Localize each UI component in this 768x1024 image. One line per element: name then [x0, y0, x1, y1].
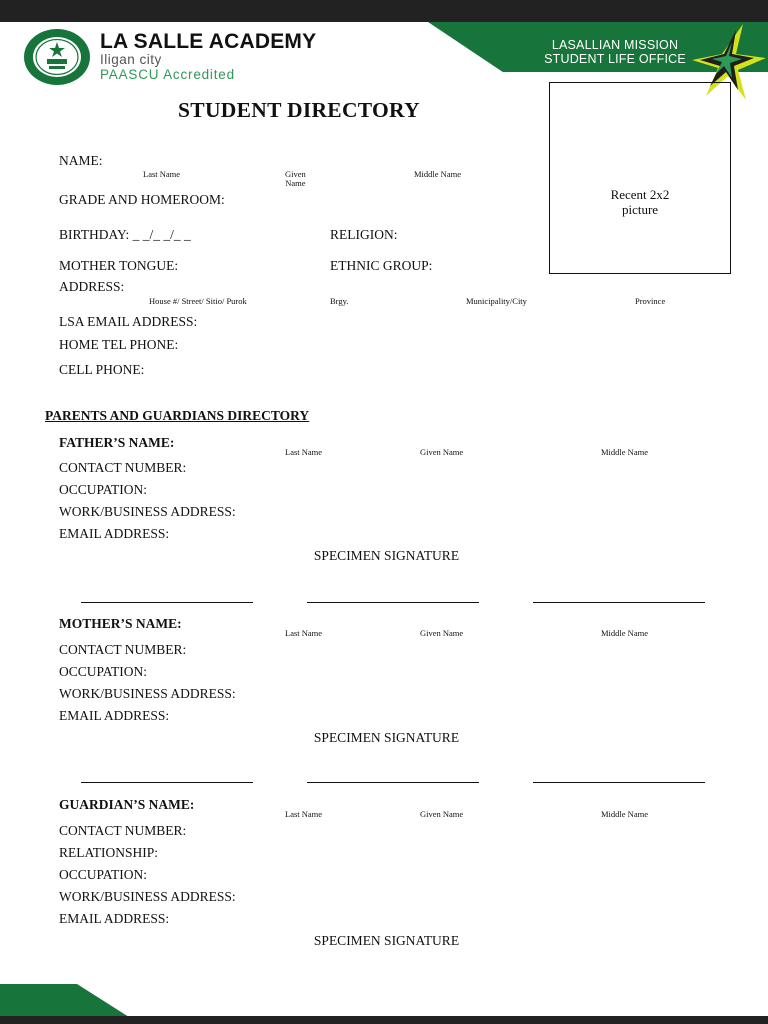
father-email-label: EMAIL ADDRESS: — [59, 526, 170, 541]
guardian-contact-label: CONTACT NUMBER: — [59, 823, 187, 838]
father-given-name-sub: Given Name — [420, 447, 464, 457]
father-occupation-label: OCCUPATION: — [59, 482, 148, 497]
mother-middle-name-sub: Middle Name — [601, 628, 648, 638]
school-name: LA SALLE ACADEMY — [100, 30, 317, 53]
father-middle-name-sub: Middle Name — [601, 447, 648, 457]
mother-name-label: MOTHER’S NAME: — [59, 616, 182, 631]
ethnic-group-label: ETHNIC GROUP: — [330, 258, 433, 273]
school-accreditation: PAASCU Accredited — [100, 67, 235, 82]
father-signature-line-1[interactable] — [81, 602, 253, 603]
father-contact-label: CONTACT NUMBER: — [59, 460, 187, 475]
guardian-given-name-sub: Given Name — [420, 809, 464, 819]
mother-signature-label: SPECIMEN SIGNATURE — [313, 730, 460, 745]
birthday-label: BIRTHDAY: _ _/_ _/_ _ — [59, 227, 191, 242]
address-city-sub: Municipality/City — [466, 296, 527, 306]
last-name-sub: Last Name — [143, 169, 181, 179]
religion-label: RELIGION: — [330, 227, 398, 242]
father-name-label: FATHER’S NAME: — [59, 435, 175, 450]
father-signature-line-3[interactable] — [533, 602, 705, 603]
mother-email-label: EMAIL ADDRESS: — [59, 708, 170, 723]
middle-name-sub: Middle Name — [414, 169, 461, 179]
mother-work-label: WORK/BUSINESS ADDRESS: — [59, 686, 236, 701]
school-city: Iligan city — [100, 52, 162, 67]
header-top-bar — [0, 0, 768, 22]
parents-section-heading: PARENTS AND GUARDIANS DIRECTORY — [45, 408, 310, 423]
name-label: NAME: — [59, 153, 103, 168]
mother-tongue-label: MOTHER TONGUE: — [59, 258, 179, 273]
lsa-email-label: LSA EMAIL ADDRESS: — [59, 314, 198, 329]
form-title: STUDENT DIRECTORY — [178, 98, 420, 122]
mother-given-name-sub: Given Name — [420, 628, 464, 638]
school-seal-icon — [23, 28, 91, 86]
father-work-label: WORK/BUSINESS ADDRESS: — [59, 504, 236, 519]
mother-signature-line-1[interactable] — [81, 782, 253, 783]
father-last-name-sub: Last Name — [285, 447, 323, 457]
photo-box[interactable] — [549, 82, 731, 274]
mother-occupation-label: OCCUPATION: — [59, 664, 148, 679]
office-line-2: STUDENT LIFE OFFICE — [544, 52, 686, 66]
mother-contact-label: CONTACT NUMBER: — [59, 642, 187, 657]
address-house-sub: House #/ Street/ Sitio/ Purok — [149, 296, 247, 306]
address-province-sub: Province — [635, 296, 666, 306]
cell-phone-label: CELL PHONE: — [59, 362, 145, 377]
mother-signature-line-3[interactable] — [533, 782, 705, 783]
office-line-1: LASALLIAN MISSION — [551, 38, 679, 52]
father-signature-label: SPECIMEN SIGNATURE — [313, 548, 460, 563]
photo-placeholder-text: Recent 2x2 picture — [610, 187, 670, 217]
guardian-occupation-label: OCCUPATION: — [59, 867, 148, 882]
father-signature-line-2[interactable] — [307, 602, 479, 603]
guardian-signature-label: SPECIMEN SIGNATURE — [313, 933, 460, 948]
guardian-email-label: EMAIL ADDRESS: — [59, 911, 170, 926]
guardian-middle-name-sub: Middle Name — [601, 809, 648, 819]
office-name — [540, 38, 690, 66]
guardian-work-label: WORK/BUSINESS ADDRESS: — [59, 889, 236, 904]
mother-signature-line-2[interactable] — [307, 782, 479, 783]
home-phone-label: HOME TEL PHONE: — [59, 337, 179, 352]
footer-bar — [0, 1016, 768, 1024]
grade-homeroom-label: GRADE AND HOMEROOM: — [59, 192, 225, 207]
address-label: ADDRESS: — [59, 279, 125, 294]
guardian-last-name-sub: Last Name — [285, 809, 323, 819]
mother-last-name-sub: Last Name — [285, 628, 323, 638]
given-name-sub: Given Name — [285, 169, 306, 188]
guardian-name-label: GUARDIAN’S NAME: — [59, 797, 195, 812]
guardian-relationship-label: RELATIONSHIP: — [59, 845, 159, 860]
address-brgy-sub: Brgy. — [330, 296, 349, 306]
